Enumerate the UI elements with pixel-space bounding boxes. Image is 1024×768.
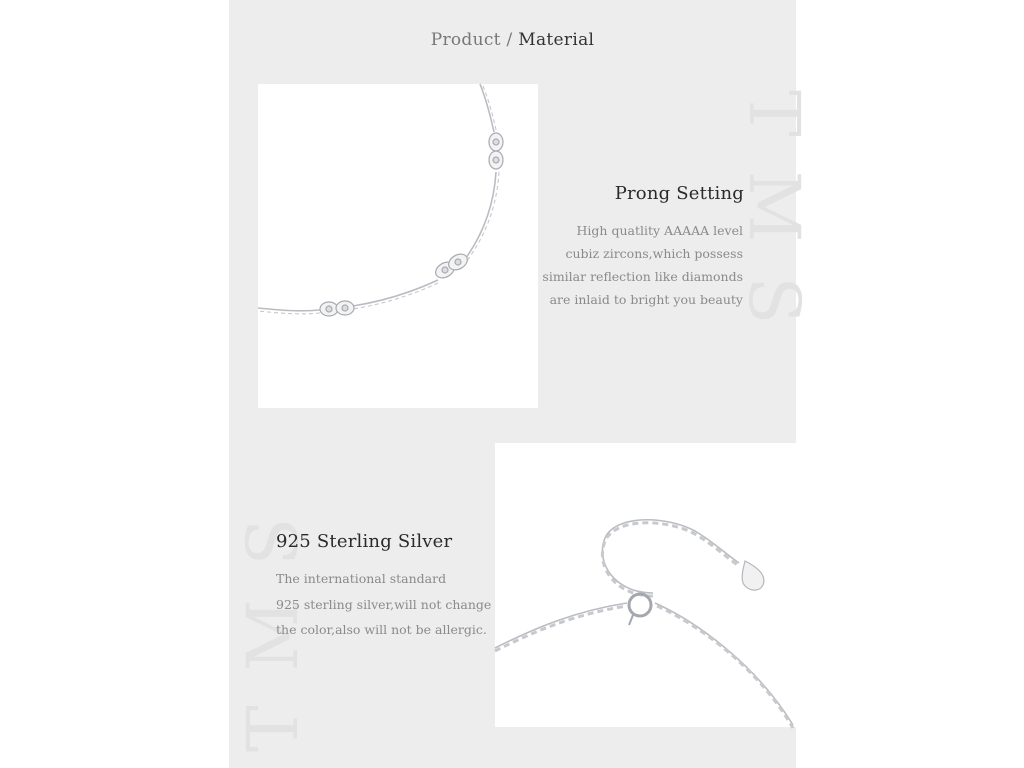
chain-right (655, 603, 793, 725)
zircon-chain-illustration (258, 84, 538, 408)
header-separator: / (506, 30, 513, 50)
feature-line: similar reflection like diamonds (542, 269, 743, 284)
feature-title-sterling-silver: 925 Sterling Silver (276, 531, 453, 552)
chain-segment-middle (463, 172, 496, 262)
product-photo-clasp (495, 443, 796, 727)
extender-chain (602, 520, 739, 593)
clasp-illustration (495, 443, 796, 727)
feature-text-prong-setting (542, 219, 743, 311)
chain-segment-upper (480, 84, 494, 132)
teardrop-charm (742, 561, 764, 590)
watermark-left: TMS (232, 483, 314, 752)
chain-segment-lower (353, 280, 438, 306)
product-photo-zircon-chain (258, 84, 538, 408)
chain-segment-left (258, 308, 320, 311)
feature-text-sterling-silver (276, 566, 491, 643)
zircon-station-2 (433, 251, 470, 281)
feature-line: are inlaid to bright you beauty (549, 292, 743, 307)
header-product: Product (430, 30, 501, 50)
feature-line: The international standard (276, 571, 447, 586)
feature-title-prong-setting: Prong Setting (614, 183, 744, 204)
header-material: Material (518, 30, 595, 50)
watermark-right: TMS (733, 90, 815, 359)
feature-line: High quatlity AAAAA level (576, 223, 743, 238)
feature-line: the color,also will not be allergic. (276, 622, 487, 637)
feature-line: 925 sterling silver,will not change (276, 596, 492, 612)
feature-line: cubiz zircons,which possess (565, 246, 743, 261)
section-header (229, 30, 796, 50)
zircon-station-3 (320, 301, 354, 316)
spring-ring-clasp (629, 594, 651, 625)
product-detail-panel (229, 0, 815, 768)
zircon-station-1 (489, 133, 503, 169)
